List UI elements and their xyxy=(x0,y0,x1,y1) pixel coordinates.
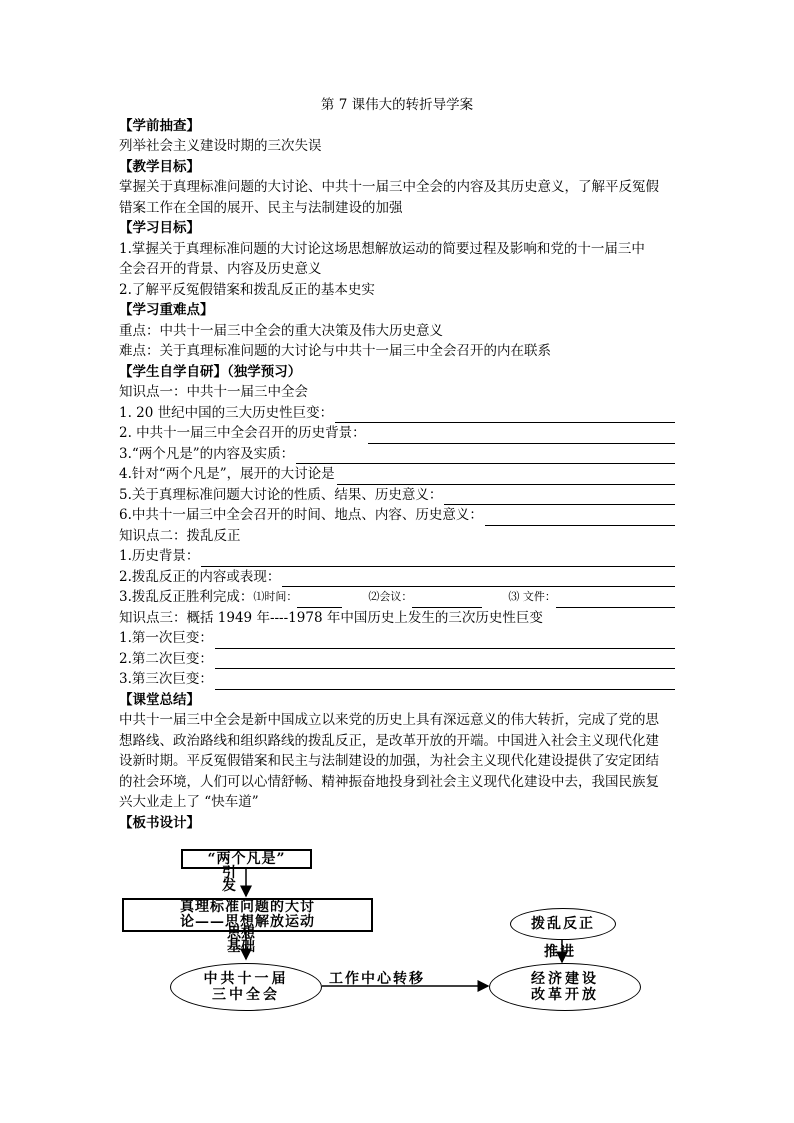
box-two-whatevers xyxy=(181,849,312,869)
fill-in-item xyxy=(119,444,675,465)
fill-in-item xyxy=(119,505,675,526)
section-head-teaching-goals: 【教学目标】 xyxy=(119,158,200,175)
document-body xyxy=(119,95,675,833)
fill-in-item xyxy=(119,649,675,670)
summary-line: 的社会环境，人们可以心情舒畅、精神振奋地投身到社会主义现代化建设中去，我国民族复 xyxy=(119,773,659,790)
answer-blank[interactable] xyxy=(337,470,675,485)
fill-in-label: 3.“两个凡是”的内容及实质： xyxy=(119,445,295,462)
answer-blank-time[interactable] xyxy=(297,593,342,608)
fill-in-item xyxy=(119,628,675,649)
fill-in-label: 2.拨乱反正的内容或表现： xyxy=(119,568,281,585)
section-head-board-design: 【板书设计】 xyxy=(119,814,200,831)
difficult-point-text: 难点：关于真理标准问题的大讨论与中共十一届三中全会召开的内在联系 xyxy=(119,343,551,359)
label-promote: 推进 xyxy=(544,944,576,960)
answer-blank[interactable] xyxy=(201,552,675,567)
fill-in-sublabel-time: ⑴时间： xyxy=(253,590,298,603)
answer-blank[interactable] xyxy=(215,675,675,690)
fill-in-item xyxy=(119,567,675,588)
answer-blank[interactable] xyxy=(368,429,675,444)
ellipse-label: 三中全会 xyxy=(212,987,280,1003)
ellipse-label: 中共十一届 xyxy=(203,971,289,987)
fill-in-label: 2.第二次巨变： xyxy=(119,650,213,667)
fill-in-item-triple xyxy=(119,587,675,608)
teaching-goals-line: 掌握关于真理标准问题的大讨论、中共十一届三中全会的内容及其历史意义，了解平反冤假 xyxy=(119,179,659,195)
knowledge-point-3: 知识点三：概括 1949 年----1978 年中国历史上发生的三次历史性巨变 xyxy=(119,609,543,626)
section-head-pre-check: 【学前抽查】 xyxy=(119,117,200,134)
section-head-key-points: 【学习重难点】 xyxy=(119,302,214,318)
fill-in-label: 3.第三次巨变： xyxy=(119,671,213,687)
answer-blank[interactable] xyxy=(215,654,675,669)
summary-line: 设新时期。平反冤假错案和民主与法制建设的加强，为社会主义现代化建设提供了安定团结 xyxy=(119,753,659,769)
fill-in-label: 1.第一次巨变： xyxy=(119,630,213,646)
section-head-self-study: 【学生自学自研】（独学预习） xyxy=(119,363,302,380)
label-char: 发 xyxy=(222,878,236,894)
learning-goals-line: 全会召开的背景、内容及历史意义 xyxy=(119,261,322,277)
answer-blank[interactable] xyxy=(215,634,675,649)
answer-blank-document[interactable] xyxy=(556,593,675,608)
key-point-text: 重点：中共十一届三中全会的重大决策及伟大历史意义 xyxy=(119,322,443,339)
section-head-summary: 【课堂总结】 xyxy=(119,691,200,708)
fill-in-label: 1. 20 世纪中国的三大历史性巨变： xyxy=(119,404,334,421)
page-title: 第 7 课伟大的转折导学案 xyxy=(320,97,474,113)
label-ideological-basis xyxy=(221,928,261,954)
pre-check-text: 列举社会主义建设时期的三次失误 xyxy=(119,138,322,154)
label-char: 思想 xyxy=(227,926,255,942)
fill-in-item xyxy=(119,669,675,690)
label-trigger xyxy=(219,867,239,893)
label-char: 引 xyxy=(222,865,236,881)
ellipse-label: 经济建设 xyxy=(531,971,599,987)
learning-goals-line: 1.掌握关于真理标准问题的大讨论这场思想解放运动的简要过程及影响和党的十一届三中 xyxy=(119,240,645,257)
answer-blank-meeting[interactable] xyxy=(412,593,482,608)
fill-in-label: 5.关于真理标准问题大讨论的性质、结果、历史意义： xyxy=(119,486,443,503)
answer-blank[interactable] xyxy=(335,408,675,423)
learning-goals-line: 2.了解平反冤假错案和拨乱反正的基本史实 xyxy=(119,281,375,298)
fill-in-sublabel-document: ⑶ 文件： xyxy=(508,590,556,603)
ellipse-label: 拨乱反正 xyxy=(531,916,595,932)
knowledge-point-2: 知识点二：拨乱反正 xyxy=(119,527,241,544)
answer-blank[interactable] xyxy=(296,449,675,464)
answer-blank[interactable] xyxy=(485,511,675,526)
fill-in-item xyxy=(119,423,675,444)
fill-in-item xyxy=(119,403,675,424)
summary-line: 中共十一届三中全会是新中国成立以来党的历史上具有深远意义的伟大转折，完成了党的思 xyxy=(119,712,659,728)
fill-in-label: 4.针对“两个凡是”，展开的大讨论是 xyxy=(119,466,335,482)
teaching-goals-line: 错案工作在全国的展开、民主与法制建设的加强 xyxy=(119,199,403,216)
summary-line: 想路线、政治路线和组织路线的拨乱反正，是改革开放的开端。中国进入社会主义现代化建 xyxy=(119,732,659,749)
fill-in-label: 2. 中共十一届三中全会召开的历史背景： xyxy=(119,425,366,441)
knowledge-point-1: 知识点一：中共十一届三中全会 xyxy=(119,384,308,400)
section-head-learning-goals: 【学习目标】 xyxy=(119,220,200,236)
fill-in-item xyxy=(119,464,675,485)
fill-in-label: 3.拨乱反正胜利完成： xyxy=(119,589,254,605)
answer-blank[interactable] xyxy=(444,490,675,505)
fill-in-label: 6.中共十一届三中全会召开的时间、地点、内容、历史意义： xyxy=(119,507,483,523)
box-label: “两个凡是” xyxy=(207,851,286,867)
ellipse-economic-reform xyxy=(489,963,641,1011)
answer-blank[interactable] xyxy=(282,572,675,587)
box-label: 真理标准问题的大讨 xyxy=(180,899,315,915)
fill-in-item xyxy=(119,485,675,506)
board-design-diagram xyxy=(119,843,675,1013)
ellipse-third-plenum xyxy=(170,963,322,1011)
ellipse-bring-order xyxy=(510,908,616,940)
ellipse-label: 改革开放 xyxy=(531,987,599,1003)
label-char: 基础 xyxy=(227,939,255,955)
fill-in-item xyxy=(119,546,675,567)
box-label: 论——思想解放运动 xyxy=(180,914,315,930)
fill-in-label: 1.历史背景： xyxy=(119,548,200,564)
label-work-focus-shift: 工作中心转移 xyxy=(329,971,425,987)
fill-in-sublabel-meeting: ⑵会议： xyxy=(368,590,413,603)
summary-line: 兴大业走上了 “快车道” xyxy=(119,794,259,810)
